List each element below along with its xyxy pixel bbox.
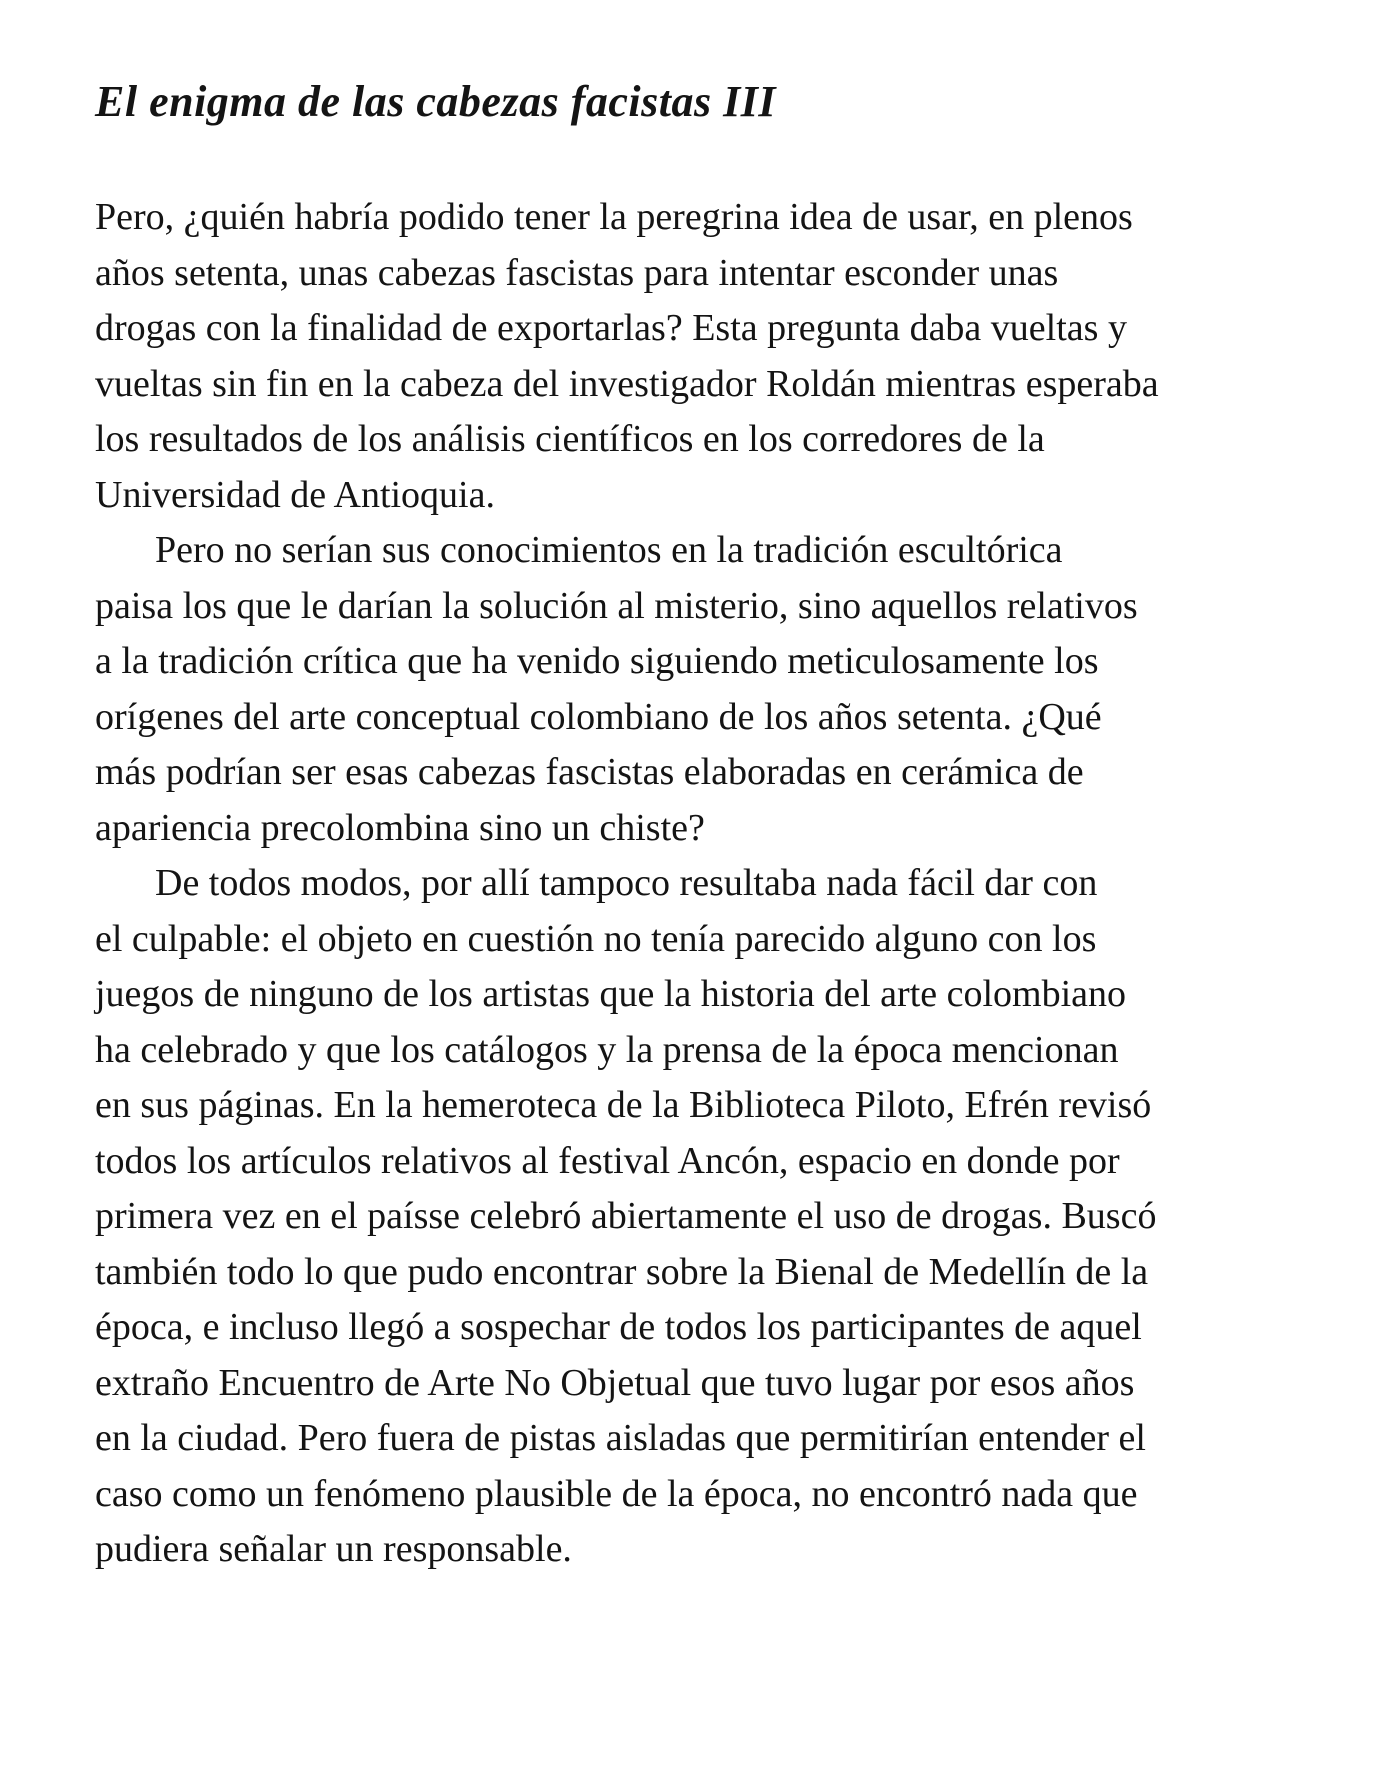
paragraph [95, 190, 1320, 523]
text-line: pudiera señalar un responsable. [95, 1528, 572, 1570]
text-line: paisa los que le darían la solución al misterio, sino aquellos relativos [95, 584, 1138, 627]
text-line: caso como un fenómeno plausible de la época, no encontró nada que [95, 1472, 1138, 1515]
text-line: el culpable: el objeto en cuestión no tenía parecido alguno con los [95, 917, 1097, 960]
text-line: De todos modos, por allí tampoco resultaba nada fácil dar con [155, 862, 1098, 904]
paragraph [95, 523, 1320, 856]
text-line: Pero no serían sus conocimientos en la tradición escultórica [155, 529, 1063, 571]
body-text [95, 190, 1320, 1578]
text-line: años setenta, unas cabezas fascistas para intentar esconder unas [95, 251, 1059, 294]
text-line: vueltas sin fin en la cabeza del investigador Roldán mientras esperaba [95, 362, 1159, 405]
text-line: extraño Encuentro de Arte No Objetual que tuvo lugar por esos años [95, 1361, 1135, 1404]
paragraph [95, 856, 1320, 1578]
text-line: en la ciudad. Pero fuera de pistas aisladas que permitirían entender el [95, 1417, 1146, 1459]
text-line: primera vez en el paísse celebró abiertamente el uso de drogas. Buscó [95, 1195, 1157, 1237]
text-line: orígenes del arte conceptual colombiano de los años setenta. ¿Qué [95, 695, 1102, 738]
text-line: apariencia precolombina sino un chiste? [95, 806, 705, 849]
text-line: a la tradición crítica que ha venido siguiendo meticulosamente los [95, 640, 1099, 682]
text-line: todos los artículos relativos al festival Ancón, espacio en donde por [95, 1139, 1120, 1182]
text-line: drogas con la finalidad de exportarlas? Esta pregunta daba vueltas y [95, 307, 1127, 349]
page-title: El enigma de las cabezas facistas III [95, 77, 776, 126]
text-line: Pero, ¿quién habría podido tener la peregrina idea de usar, en plenos [95, 196, 1133, 238]
text-line: más podrían ser esas cabezas fascistas elaboradas en cerámica de [95, 751, 1084, 793]
text-line: Universidad de Antioquia. [95, 473, 495, 516]
text-line: época, e incluso llegó a sospechar de todos los participantes de aquel [95, 1306, 1142, 1348]
text-line: también todo lo que pudo encontrar sobre la Bienal de Medellín de la [95, 1250, 1149, 1293]
text-line: en sus páginas. En la hemeroteca de la Biblioteca Piloto, Efrén revisó [95, 1084, 1152, 1126]
text-line: los resultados de los análisis científicos en los corredores de la [95, 418, 1045, 460]
text-line: ha celebrado y que los catálogos y la prensa de la época mencionan [95, 1028, 1119, 1071]
text-line: juegos de ninguno de los artistas que la historia del arte colombiano [95, 973, 1127, 1015]
